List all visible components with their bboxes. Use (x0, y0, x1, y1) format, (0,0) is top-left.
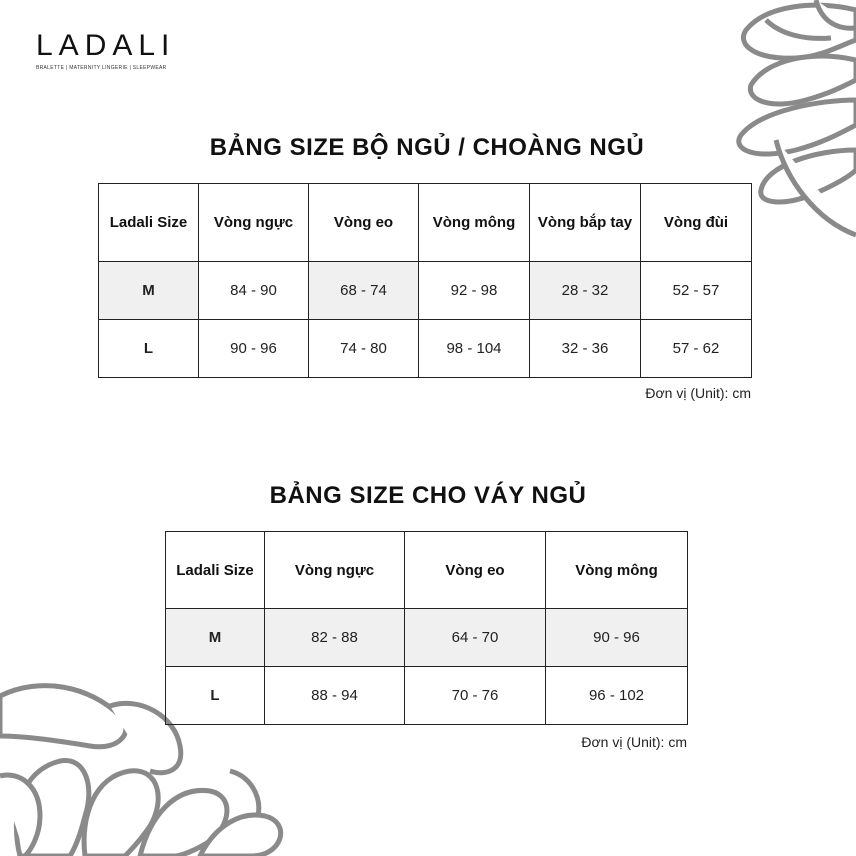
table-header-row (99, 184, 752, 262)
table-cell: 98 - 104 (419, 320, 530, 378)
table-cell: 52 - 57 (641, 262, 752, 320)
table-cell: 96 - 102 (546, 667, 688, 725)
table-row (99, 262, 752, 320)
header-waist: Vòng eo (309, 184, 419, 262)
table-cell: 90 - 96 (546, 609, 688, 667)
table-cell: 57 - 62 (641, 320, 752, 378)
table-cell: 82 - 88 (265, 609, 405, 667)
table-cell: 28 - 32 (530, 262, 641, 320)
table-cell: 64 - 70 (405, 609, 546, 667)
brand-logo (36, 30, 175, 71)
size-cell: M (99, 262, 199, 320)
table-header-row (166, 532, 688, 609)
table-row (166, 609, 688, 667)
pajama-size-table-title: BẢNG SIZE BỘ NGỦ / CHOÀNG NGỦ (209, 134, 645, 161)
table-cell: 88 - 94 (265, 667, 405, 725)
table-cell: 32 - 36 (530, 320, 641, 378)
size-cell: L (99, 320, 199, 378)
header-size: Ladali Size (166, 532, 265, 609)
table-cell: 68 - 74 (309, 262, 419, 320)
table-cell: 74 - 80 (309, 320, 419, 378)
table-cell: 70 - 76 (405, 667, 546, 725)
header-bust: Vòng ngực (265, 532, 405, 609)
brand-name: LADALI (36, 29, 176, 62)
header-bust: Vòng ngực (199, 184, 309, 262)
header-size: Ladali Size (99, 184, 199, 262)
dress-size-table-title: BẢNG SIZE CHO VÁY NGỦ (269, 482, 587, 509)
unit-note: Đơn vị (Unit): cm (581, 734, 687, 750)
size-cell: M (166, 609, 265, 667)
brand-tagline: BRALETTE | MATERNITY LINGERIE | SLEEPWEAR (36, 65, 167, 71)
table-row (166, 667, 688, 725)
unit-note: Đơn vị (Unit): cm (645, 385, 751, 401)
header-hip: Vòng mông (419, 184, 530, 262)
size-cell: L (166, 667, 265, 725)
table-cell: 84 - 90 (199, 262, 309, 320)
table-cell: 90 - 96 (199, 320, 309, 378)
pajama-size-table (98, 183, 752, 378)
table-row (99, 320, 752, 378)
table-cell: 92 - 98 (419, 262, 530, 320)
header-hip: Vòng mông (546, 532, 688, 609)
header-waist: Vòng eo (405, 532, 546, 609)
dress-size-table (165, 531, 688, 725)
header-thigh: Vòng đùi (641, 184, 752, 262)
header-arm: Vòng bắp tay (530, 184, 641, 262)
